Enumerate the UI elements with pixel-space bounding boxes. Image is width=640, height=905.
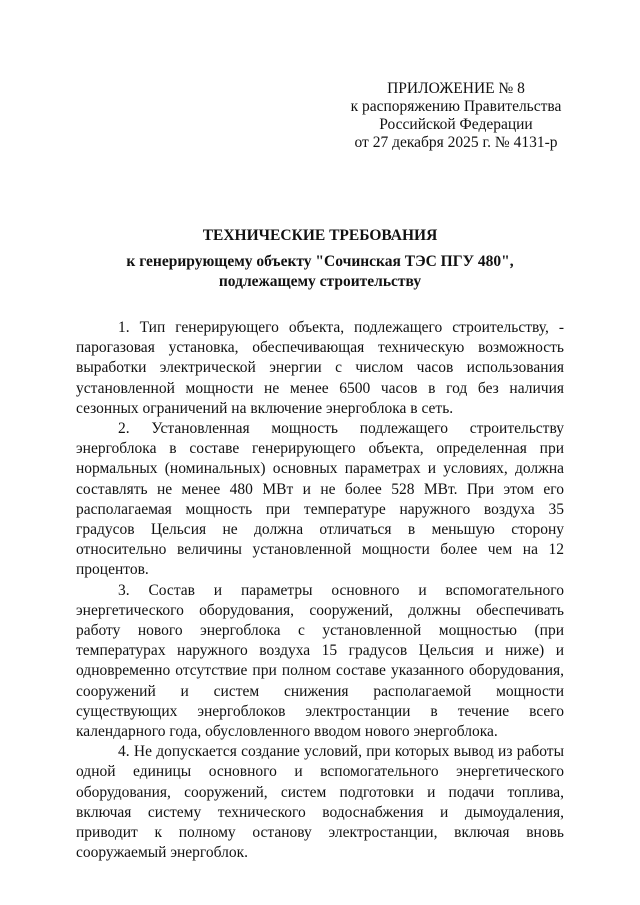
document-body [76, 318, 564, 863]
document-heading [70, 226, 570, 292]
document-title: ТЕХНИЧЕСКИЕ ТРЕБОВАНИЯ [202, 227, 438, 244]
appendix-number: ПРИЛОЖЕНИЕ № 8 [387, 80, 525, 97]
paragraph-2: 2. Установленная мощность подлежащего строительству энергоблока в составе генерирующего объекта, определенная при нормальных (номинальных) основных параметрах и условиях, должна составлять не менее 480 МВт и не более 528 МВт. При этом его располагаемая мощность при температуре наружного воздуха 35 градусов Цельсия не должна отличаться в меньшую сторону относительно величины установленной мощности более чем на 12 процентов. [76, 420, 564, 579]
appendix-header [336, 80, 576, 152]
appendix-date-line: от 27 декабря 2025 г. № 4131-р [354, 134, 558, 151]
subtitle-line-2: подлежащему строительству [218, 273, 422, 290]
appendix-order-line: к распоряжению Правительства [350, 98, 562, 115]
paragraph-3: 3. Состав и параметры основного и вспомогательного энергетического оборудования, сооружений, должны обеспечивать работу нового энергоблока с установленной мощностью (при температурах наружного воздуха 15 градусов Цельсия и ниже) и одновременно отсутствие при полном составе указанного оборудования, сооружений и систем снижения располагаемой мощности существующих энергоблоков электростанции в течение всего календарного года, обусловленного вводом нового энергоблока. [76, 581, 564, 741]
paragraph-1: 1. Тип генерирующего объекта, подлежащего строительству, - парогазовая установка, обеспечивающая техническую возможность выработки электрической энергии с числом часов использования установленной мощности не менее 6500 часов в год без наличия сезонных ограничений на включение энергоблока в сеть. [76, 319, 564, 417]
subtitle-line-1: к генерирующему объекту "Сочинская ТЭС ПГУ 480", [126, 253, 514, 270]
document-subtitle [70, 252, 570, 292]
paragraph-4: 4. Не допускается создание условий, при которых вывод из работы одной единицы основного и вспомогательного энергетического оборудования, сооружений, систем подготовки и подачи топлива, включая систему технического водоснабжения и дымоудаления, приводит к полному останову электростанции, включая вновь сооружаемый энергоблок. [76, 743, 564, 862]
appendix-government-line: Российской Федерации [379, 116, 533, 133]
